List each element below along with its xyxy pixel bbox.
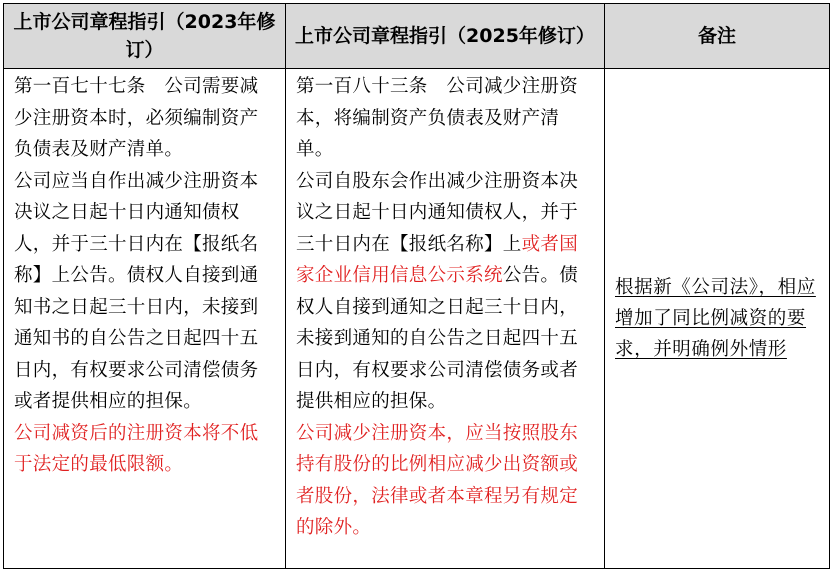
para-2025-notice-after: 公告。债权人自接到通知之日起三十日内，未接到通知的自公告之日起四十五日内，有权要求公司清偿债务或者提供相应的担保。: [296, 265, 579, 412]
para-2023-article: 第一百七十七条 公司需要减少注册资本时，必须编制资产负债表及财产清单。: [14, 76, 259, 160]
para-2025-notice-added: 或者国家企业信用信息公示系统: [296, 233, 579, 286]
cell-2023-text: [4, 69, 286, 569]
table-header-row: [4, 4, 830, 69]
header-note-label: 备注: [697, 25, 736, 47]
para-2025-proportional: 公司减少注册资本，应当按照股东持有股份的比例相应减少出资额或者股份，法律或者本章程另有规定的除外。: [296, 422, 579, 538]
cell-2025-text: [286, 69, 605, 569]
header-2023-label: 上市公司章程指引（2023年修订）: [13, 11, 276, 61]
para-2023-min-capital: 公司减资后的注册资本将不低于法定的最低限额。: [14, 422, 259, 475]
para-2025-notice: [296, 166, 594, 418]
header-2025-label: 上市公司章程指引（2025年修订）: [295, 25, 595, 47]
para-2023-notice: 公司应当自作出减少注册资本决议之日起十日内通知债权人，并于三十日内在【报纸名称】上公告。债权人自接到通知书之日起三十日内，未接到通知书的自公告之日起四十五日内，有权要求公司清偿债务或者提供相应的担保。: [14, 170, 259, 412]
table-row: [4, 69, 830, 569]
cell-note: [605, 69, 830, 569]
note-text: 根据新《公司法》，相应增加了同比例减资的要求，并明确例外情形: [615, 277, 816, 360]
para-2025-article: 第一百八十三条 公司减少注册资本，将编制资产负债表及财产清单。: [296, 76, 579, 160]
header-2025: [286, 4, 605, 69]
header-2023: [4, 4, 286, 69]
para-2025-notice-before: 公司自股东会作出减少注册资本决议之日起十日内通知债权人，并于三十日内在【报纸名称】上: [296, 170, 579, 255]
header-note: [605, 4, 830, 69]
comparison-table-container: [3, 3, 829, 569]
comparison-table: [3, 3, 830, 569]
